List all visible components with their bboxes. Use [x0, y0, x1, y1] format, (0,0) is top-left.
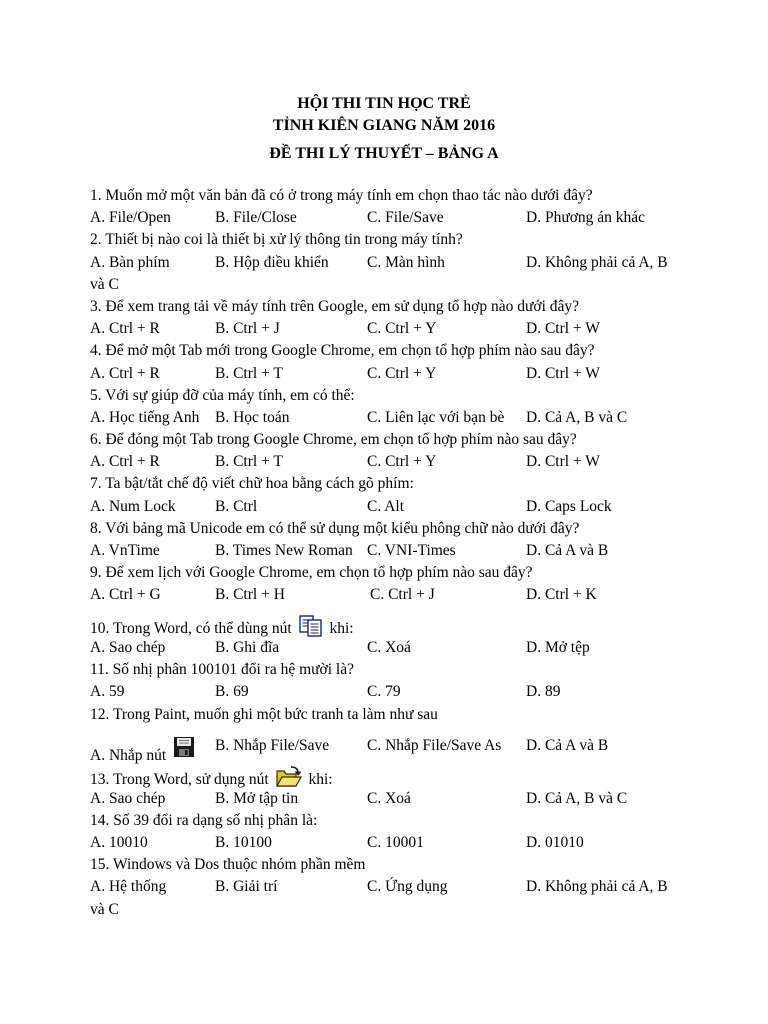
q10-option-a: A. Sao chép [90, 639, 166, 656]
question-10-text: 10. Trong Word, có thể dùng nút [90, 620, 292, 637]
q8-option-c: C. VNI-Times [367, 542, 456, 559]
q8-option-b: B. Times New Roman [215, 542, 353, 559]
q12-option-d: D. Cả A và B [526, 737, 609, 754]
q15-option-d-continued: và C [90, 901, 119, 918]
q2-option-d-continued: và C [90, 276, 119, 293]
q10-option-b: B. Ghi đĩa [215, 639, 280, 656]
question-15: 15. Windows và Dos thuộc nhóm phần mềm [90, 856, 366, 873]
q5-option-c: C. Liên lạc với bạn bè [367, 409, 505, 426]
q8-option-d: D. Cả A và B [526, 542, 609, 559]
q13-option-d: D. Cả A, B và C [526, 790, 628, 807]
q1-option-a: A. File/Open [90, 209, 171, 226]
q6-option-d: D. Ctrl + W [526, 453, 600, 470]
question-8: 8. Với bảng mã Unicode em có thể sử dụng một kiểu phông chữ nào dưới đây? [90, 520, 580, 537]
question-6: 6. Để đóng một Tab trong Google Chrome, em chọn tổ hợp phím nào sau đây? [90, 431, 577, 448]
q12-option-c: C. Nhắp File/Save As [367, 737, 502, 754]
q11-option-a: A. 59 [90, 683, 125, 700]
q3-option-b: B. Ctrl + J [215, 320, 280, 337]
q4-option-a: A. Ctrl + R [90, 365, 160, 382]
question-13-text: 13. Trong Word, sử dụng nút [90, 771, 269, 788]
q2-option-b: B. Hộp điều khiển [215, 254, 329, 271]
q13-option-c: C. Xoá [367, 790, 411, 807]
q13-option-b: B. Mở tập tin [215, 790, 299, 807]
q15-option-a: A. Hệ thống [90, 878, 167, 895]
question-7: 7. Ta bật/tắt chế độ viết chữ hoa bằng cách gõ phím: [90, 475, 414, 492]
q15-option-b: B. Giải trí [215, 878, 278, 895]
q4-option-d: D. Ctrl + W [526, 365, 600, 382]
question-5: 5. Với sự giúp đỡ của máy tính, em có thể: [90, 387, 355, 404]
q4-option-b: B. Ctrl + T [215, 365, 283, 382]
contest-subtitle: TỈNH KIÊN GIANG NĂM 2016 [272, 117, 496, 134]
q7-option-d: D. Caps Lock [526, 498, 612, 515]
q4-option-c: C. Ctrl + Y [367, 365, 437, 382]
copy-icon [299, 615, 323, 643]
q3-option-c: C. Ctrl + Y [367, 320, 437, 337]
q7-option-b: B. Ctrl [215, 498, 258, 515]
q5-option-a: A. Học tiếng Anh [90, 409, 200, 426]
q9-option-c: C. Ctrl + J [370, 586, 435, 603]
q14-option-a: A. 10010 [90, 834, 148, 851]
question-14: 14. Số 39 đổi ra dạng số nhị phân là: [90, 812, 318, 829]
q6-option-a: A. Ctrl + R [90, 453, 160, 470]
q6-option-b: B. Ctrl + T [215, 453, 283, 470]
q2-option-c: C. Màn hình [367, 254, 445, 271]
q12-option-a-text: A. Nhắp nút [90, 747, 167, 764]
q5-option-b: B. Học toán [215, 409, 290, 426]
q3-option-a: A. Ctrl + R [90, 320, 160, 337]
question-4: 4. Để mở một Tab mới trong Google Chrome, em chọn tổ hợp phím nào sau đây? [90, 342, 595, 359]
q14-option-c: C. 10001 [367, 834, 424, 851]
q12-option-b: B. Nhắp File/Save [215, 737, 330, 754]
q9-option-a: A. Ctrl + G [90, 586, 161, 603]
q10-option-c: C. Xoá [367, 639, 411, 656]
q9-option-b: B. Ctrl + H [215, 586, 285, 603]
question-13-suffix: khi: [308, 771, 333, 788]
q14-option-b: B. 10100 [215, 834, 272, 851]
q1-option-c: C. File/Save [367, 209, 444, 226]
q8-option-a: A. VnTime [90, 542, 160, 559]
q3-option-d: D. Ctrl + W [526, 320, 600, 337]
q15-option-d: D. Không phải cả A, B [526, 878, 668, 895]
q11-option-d: D. 89 [526, 683, 561, 700]
q14-option-d: D. 01010 [526, 834, 584, 851]
q11-option-b: B. 69 [215, 683, 249, 700]
q2-option-a: A. Bàn phím [90, 254, 170, 271]
q1-option-b: B. File/Close [215, 209, 297, 226]
contest-title: HỘI THI TIN HỌC TRẺ [297, 95, 471, 112]
q6-option-c: C. Ctrl + Y [367, 453, 437, 470]
question-2: 2. Thiết bị nào coi là thiết bị xử lý thông tin trong máy tính? [90, 231, 463, 248]
q9-option-d: D. Ctrl + K [526, 586, 597, 603]
q7-option-a: A. Num Lock [90, 498, 176, 515]
question-3: 3. Để xem trang tải về máy tính trên Google, em sử dụng tổ hợp nào dưới đây? [90, 298, 580, 315]
question-10-suffix: khi: [329, 620, 354, 637]
question-12: 12. Trong Paint, muốn ghi một bức tranh ta làm như sau [90, 706, 438, 723]
q7-option-c: C. Alt [367, 498, 405, 515]
q10-option-d: D. Mở tệp [526, 639, 590, 656]
q1-option-d: D. Phương án khác [526, 209, 646, 226]
q5-option-d: D. Cả A, B và C [526, 409, 628, 426]
q2-option-d: D. Không phải cả A, B [526, 254, 668, 271]
q11-option-c: C. 79 [367, 683, 401, 700]
q13-option-a: A. Sao chép [90, 790, 166, 807]
exam-title: ĐỀ THI LÝ THUYẾT – BẢNG A [269, 145, 499, 162]
question-11: 11. Số nhị phân 100101 đổi ra hệ mười là? [90, 661, 354, 678]
question-9: 9. Để xem lịch với Google Chrome, em chọn tổ hợp phím nào sau đây? [90, 564, 533, 581]
q12-option-a [90, 736, 198, 766]
question-1: 1. Muốn mở một văn bản đã có ở trong máy tính em chọn thao tác nào dưới đây? [90, 187, 593, 204]
save-floppy-icon [173, 736, 195, 764]
q15-option-c: C. Ứng dụng [367, 878, 448, 895]
